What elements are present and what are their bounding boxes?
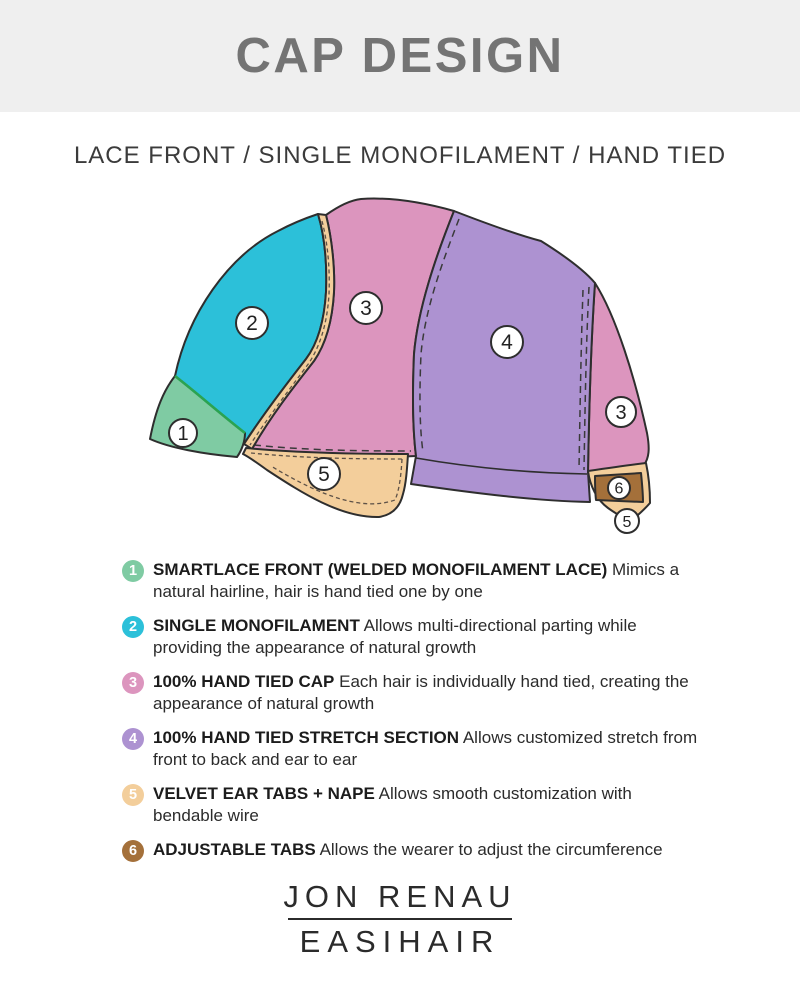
cap-label-2 <box>236 307 268 339</box>
legend-label: 100% HAND TIED STRETCH SECTION <box>153 728 460 747</box>
legend-description: Each hair is individually hand tied, creating the appearance of natural growth <box>153 672 689 713</box>
cap-label-6 <box>608 477 630 499</box>
legend-badge-2: 2 <box>122 616 144 638</box>
subbrand-name: EASIHAIR <box>299 924 501 959</box>
legend-label: SMARTLACE FRONT (WELDED MONOFILAMENT LACE) <box>153 560 608 579</box>
cap-region-hand-tied-cap-back <box>588 283 649 472</box>
legend-description: Allows the wearer to adjust the circumference <box>319 840 663 859</box>
cap-label-3-back <box>606 397 636 427</box>
cap-label-3-front <box>350 292 382 324</box>
svg-text:5: 5 <box>622 514 632 531</box>
cap-label-4 <box>491 326 523 358</box>
brand-name: JON RENAU <box>283 879 517 914</box>
legend-label: ADJUSTABLE TABS <box>153 840 316 859</box>
brand-divider <box>288 918 512 920</box>
cap-legend <box>122 559 702 862</box>
svg-text:3: 3 <box>360 297 372 320</box>
svg-text:4: 4 <box>501 331 513 354</box>
cap-label-5-ear-tab <box>308 458 340 490</box>
legend-badge-5: 5 <box>122 784 144 806</box>
legend-label: 100% HAND TIED CAP <box>153 672 335 691</box>
brand-logo <box>0 880 800 958</box>
legend-badge-6: 6 <box>122 840 144 862</box>
legend-item-hand-tied-cap <box>122 671 702 715</box>
svg-text:1: 1 <box>177 423 189 445</box>
cap-subtitle: LACE FRONT / SINGLE MONOFILAMENT / HAND TIED <box>73 142 727 169</box>
legend-item-single-monofilament <box>122 615 702 659</box>
legend-description: Allows smooth customization with bendable wire <box>153 784 632 825</box>
cap-label-5-nape <box>615 509 639 533</box>
legend-description: Allows customized stretch from front to back and ear to ear <box>153 728 698 769</box>
legend-badge-1: 1 <box>122 560 144 582</box>
legend-item-smartlace-front <box>122 559 702 603</box>
header-band <box>0 0 800 112</box>
svg-text:6: 6 <box>614 480 624 498</box>
legend-item-ear-tabs-nape <box>122 783 702 827</box>
svg-text:5: 5 <box>318 463 330 486</box>
legend-label: VELVET EAR TABS + NAPE <box>153 784 375 803</box>
legend-description: Mimics a natural hairline, hair is hand tied one by one <box>153 560 680 601</box>
legend-badge-3: 3 <box>122 672 144 694</box>
cap-label-1 <box>169 419 197 447</box>
legend-item-adjustable-tabs <box>122 839 702 862</box>
legend-badge-4: 4 <box>122 728 144 750</box>
cap-diagram-svg <box>128 186 688 546</box>
cap-diagram <box>128 186 688 551</box>
legend-item-stretch-section <box>122 727 702 771</box>
svg-text:3: 3 <box>615 402 627 424</box>
legend-description: Allows multi-directional parting while providing the appearance of natural growth <box>153 616 637 657</box>
svg-text:2: 2 <box>246 312 258 335</box>
legend-label: SINGLE MONOFILAMENT <box>153 616 360 635</box>
page-title: CAP DESIGN <box>235 29 565 83</box>
